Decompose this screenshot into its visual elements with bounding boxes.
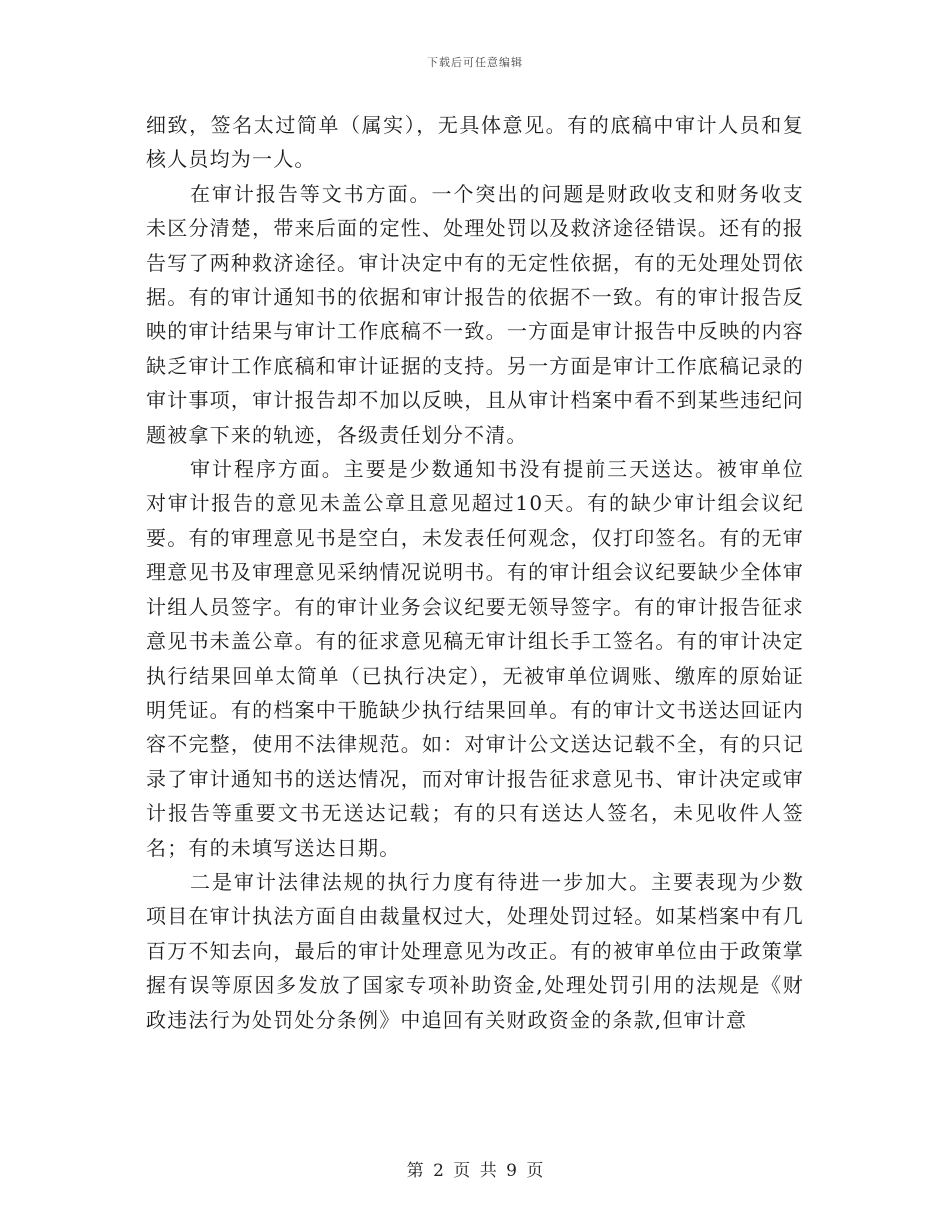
page-header: 下载后可任意编辑 <box>427 56 523 69</box>
document-body <box>146 108 804 1037</box>
paragraph-continuation: 细致，签名太过简单（属实），无具体意见。有的底稿中审计人员和复核人员均为一人。 <box>146 113 804 172</box>
paragraph-audit-report-documents: 在审计报告等文书方面。一个突出的问题是财政收支和财务收支未区分清楚，带来后面的定性、处理处罚以及救济途径错误。还有的报告写了两种救济途径。审计决定中有的无定性依据，有的无处理处罚依据。有的审计通知书的依据和审计报告的依据不一致。有的审计报告反映的审计结果与审计工作底稿不一致。一方面是审计报告中反映的内容缺乏审计工作底稿和审计证据的支持。另一方面是审计工作底稿记录的审计事项，审计报告却不加以反映，且从审计档案中看不到某些违纪问题被拿下来的轨迹，各级责任划分不清。 <box>146 181 804 447</box>
paragraph-law-enforcement: 二是审计法律法规的执行力度有待进一步加大。主要表现为少数项目在审计执法方面自由裁量权过大，处理处罚过轻。如某档案中有几百万不知去向，最后的审计处理意见为改正。有的被审单位由于政策掌握有误等原因多发放了国家专项补助资金,处理处罚引用的法规是《财政违法行为处罚处分条例》中追回有关财政资金的条款,但审计意 <box>146 869 804 1032</box>
paragraph-audit-procedures: 审计程序方面。主要是少数通知书没有提前三天送达。被审单位对审计报告的意见未盖公章且意见超过10天。有的缺少审计组会议纪要。有的审理意见书是空白，未发表任何观念，仅打印签名。有的无审理意见书及审理意见采纳情况说明书。有的审计组会议纪要缺少全体审计组人员签字。有的审计业务会议纪要无领导签字。有的审计报告征求意见书未盖公章。有的征求意见稿无审计组长手工签名。有的审计决定执行结果回单太简单（已执行决定），无被审单位调账、缴库的原始证明凭证。有的档案中干脆缺少执行结果回单。有的审计文书送达回证内容不完整，使用不法律规范。如：对审计公文送达记载不全，有的只记录了审计通知书的送达情况，而对审计报告征求意见书、审计决定或审计报告等重要文书无送达记载；有的只有送达人签名，未见收件人签名；有的未填写送达日期。 <box>146 457 804 860</box>
page-number-footer: 第 2 页 共 9 页 <box>406 1161 544 1181</box>
